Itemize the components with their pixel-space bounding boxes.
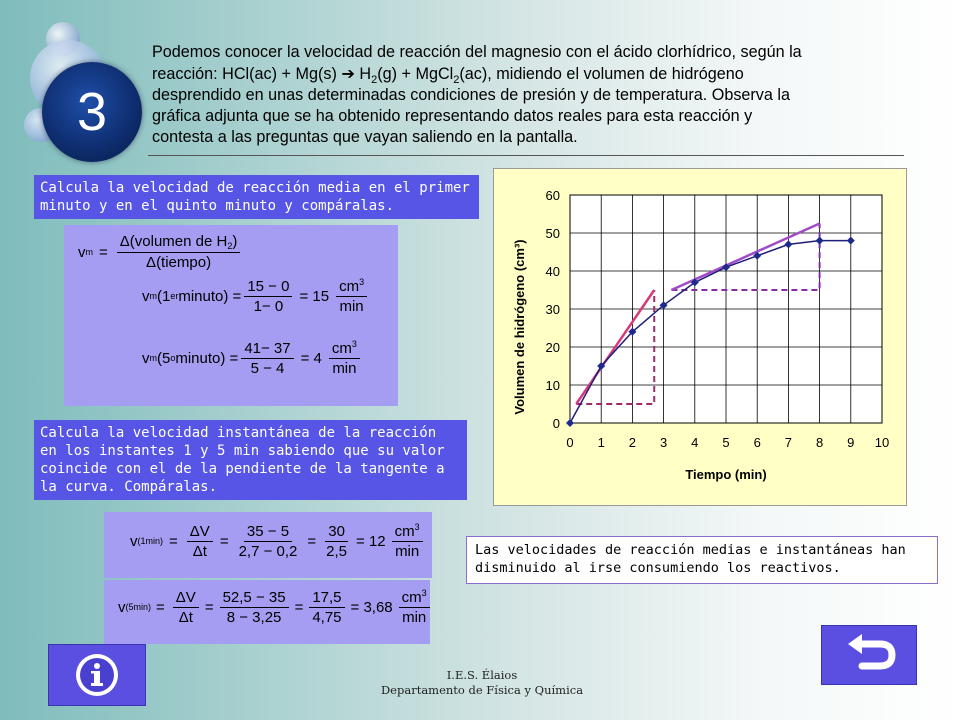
info-button[interactable] bbox=[48, 644, 146, 706]
formula-mean-definition: v m = $\frac{\Delta(volumen de H_2)}{\text{Δ(tiempo)}}$ bbox=[78, 233, 243, 271]
x-tick-label: 4 bbox=[691, 435, 699, 450]
chart-svg bbox=[494, 169, 906, 505]
y-tick-label: 60 bbox=[545, 188, 560, 203]
slide-number: 3 bbox=[76, 82, 108, 142]
footer-department: Departamento de Física y Química bbox=[380, 683, 584, 697]
formula-mean-first-minute: v m (1 er minuto) = $\frac{15 - 0}{1- 0}$ = 15 $\frac{cm^3}{\min}$ bbox=[142, 277, 370, 315]
footer-school: I.E.S. Élaios bbox=[446, 668, 518, 682]
reaction-arrow-icon: ➔ bbox=[341, 64, 355, 83]
question-instant-rate: Calcula la velocidad instantánea de la reacción en los instantes 1 y 5 min sabiendo que su valor coincide con el de la pendiente de la tangente a la curva. Compáralas. bbox=[34, 420, 467, 500]
title-divider bbox=[148, 155, 904, 156]
x-tick-label: 6 bbox=[753, 435, 761, 450]
y-tick-label: 0 bbox=[552, 416, 560, 431]
chart-x-label: Tiempo (min) bbox=[685, 467, 767, 482]
formula-instant-5min: v (5min) = $\frac{\Delta V}{\Delta t}$ = $\frac{52,5 - 35}{8 - 3,25}$ = $\frac{17,5}{4,75}$ = 3,68 $\frac{cm^3}{\min}$ bbox=[104, 580, 430, 644]
x-tick-label: 7 bbox=[784, 435, 793, 450]
x-tick-label: 1 bbox=[597, 435, 605, 450]
back-button[interactable] bbox=[821, 625, 917, 685]
x-tick-label: 8 bbox=[815, 435, 824, 450]
intro-line-5: contesta a las preguntas que vayan saliendo en la pantalla. bbox=[152, 128, 578, 146]
x-tick-label: 2 bbox=[628, 435, 637, 450]
return-arrow-icon bbox=[822, 626, 916, 684]
y-tick-label: 40 bbox=[545, 264, 560, 279]
footer bbox=[360, 668, 604, 698]
intro-text bbox=[152, 42, 912, 148]
info-icon bbox=[49, 645, 145, 705]
x-tick-label: 9 bbox=[847, 435, 855, 450]
x-tick-label: 10 bbox=[874, 435, 890, 450]
y-tick-label: 50 bbox=[545, 226, 560, 241]
formula-instant-1min: v (1min) = $\frac{\Delta V}{\Delta t}$ = $\frac{35 - 5}{2,7 - 0,2}$ = $\frac{30}{2,5}$ = 12 $\frac{cm^3}{\min}$ bbox=[104, 512, 432, 578]
intro-line-1: Podemos conocer la velocidad de reacción del magnesio con el ácido clorhídrico, según la bbox=[152, 43, 802, 61]
formula-mean-rates bbox=[64, 225, 398, 406]
x-tick-label: 0 bbox=[566, 435, 574, 450]
y-tick-label: 10 bbox=[545, 378, 560, 393]
chart-y-label: Volumen de hidrógeno (cm³) bbox=[512, 239, 527, 415]
y-tick-label: 30 bbox=[545, 302, 560, 317]
chart-y-ticks bbox=[546, 188, 560, 431]
intro-line-reaction: reacción: HCl(ac) + Mg(s) ➔ $H_2(g)$ + MgCl$_2$(ac), midiendo el volumen de hidrógeno bbox=[152, 64, 744, 87]
hydrogen-volume-chart bbox=[493, 168, 907, 506]
formula-mean-fifth-minute: v m (5 o minuto) = $\frac{41- 37}{5 - 4}$ = 4 $\frac{cm^3}{\min}$ bbox=[142, 339, 363, 377]
intro-line-4: gráfica adjunta que se ha obtenido representando datos reales para esta reacción y bbox=[152, 107, 753, 125]
chart-x-ticks bbox=[566, 435, 889, 450]
x-tick-label: 5 bbox=[722, 435, 730, 450]
conclusion-box: Las velocidades de reacción medias e instantáneas han disminuido al irse consumiendo los reactivos. bbox=[466, 536, 938, 584]
intro-line-3: desprendido en unas determinadas condiciones de presión y de temperatura. Observa la bbox=[152, 86, 790, 104]
x-tick-label: 3 bbox=[659, 435, 668, 450]
question-mean-rate: Calcula la velocidad de reacción media en el primer minuto y en el quinto minuto y compáralas. bbox=[34, 175, 479, 219]
y-tick-label: 20 bbox=[545, 340, 560, 355]
chart-grid bbox=[570, 195, 882, 423]
